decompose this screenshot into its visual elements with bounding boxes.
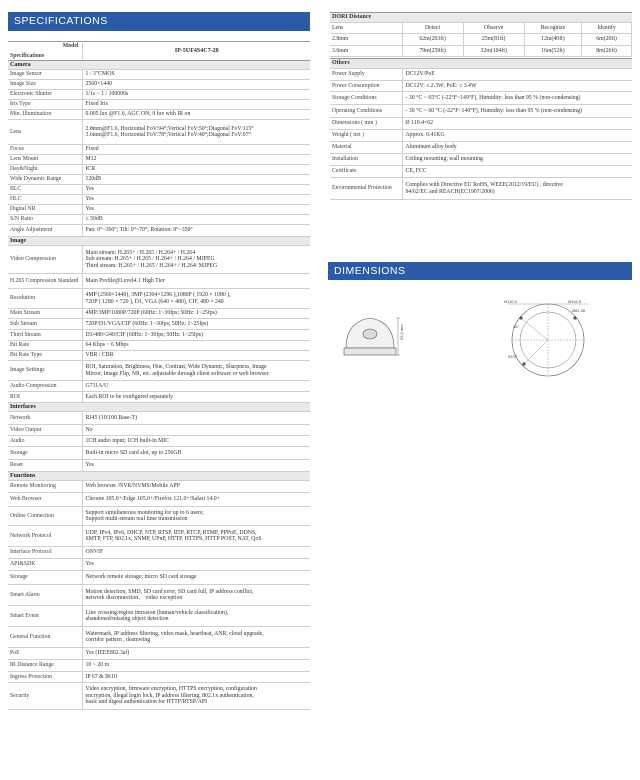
others-row [330,105,632,118]
spec-value: Line crossing/region intrusion (human/vehicle classification), abandoned/missing object detection [82,606,310,627]
spec-value: Main Profile@Level4.1 High Tier [82,274,310,289]
spec-value: VBR / CBR [82,351,310,361]
spec-key: Reset [8,460,82,472]
spec-row [8,70,310,80]
others-row [330,166,632,178]
group-title: Functions [8,472,310,481]
spec-row [8,110,310,120]
spec-key: IR Distance Range [8,660,82,672]
spec-row [8,351,310,361]
dori-cell: 2.8mm [330,34,402,45]
spec-key: PoE [8,648,82,660]
spec-row [8,155,310,165]
angle2-label: 53.5° [508,354,518,359]
spec-row [8,319,310,330]
dimension-diagram [338,300,628,390]
spec-group [8,472,310,481]
spec-row [8,436,310,447]
dori-cell: 16m(52ft) [524,45,581,56]
spec-key: Image Size [8,80,82,90]
others-value: DC12V/PoE [402,69,632,81]
spec-key: Digital NR [8,205,82,215]
dori-row [330,34,632,45]
spec-key: Lens [8,120,82,145]
others-key: Environmental Protection [330,178,402,200]
spec-row [8,683,310,710]
spec-row [8,120,310,145]
spec-row [8,493,310,507]
spec-row [8,165,310,175]
spec-key: Bit Rate Type [8,351,82,361]
spec-row [8,507,310,526]
spec-key: Smart Alarm [8,585,82,606]
corner-cell [8,42,82,61]
others-table [330,58,632,200]
specifications-table [8,41,310,710]
spec-row [8,425,310,436]
angle-label: 36° [513,324,520,329]
spec-value: Main stream: H.265+ / H.265 / H.264+ / H.264 Sub stream: H.265+ / H.265 / H.264+ / H.264 / MJPEG Third stream: H.265+ / H.265 / H.264+ / H.264/ MJPEG [82,246,310,274]
spec-row [8,225,310,237]
spec-value: ≥ 50dB [82,215,310,225]
spec-key: ROI [8,392,82,403]
spec-key: Network Protocol [8,526,82,547]
spec-value: ONVIF [82,547,310,559]
spec-row [8,185,310,195]
spec-row [8,80,310,90]
spec-value: M12 [82,155,310,165]
dome-base [344,348,396,355]
spec-key: Main Stream [8,309,82,319]
others-value: Approx. 0.41KG [402,130,632,142]
spec-value: Fixed Iris [82,100,310,110]
spec-row [8,392,310,403]
spec-key: Iris Type [8,100,82,110]
spec-key: Storage [8,447,82,460]
spec-value: IP 67 & IK10 [82,672,310,683]
spec-value: Yes [82,195,310,205]
spec-value: Web browser /NVR/NVMS/Mobile APP [82,481,310,493]
others-value: CE, FCC [402,166,632,178]
spec-key: Bit Rate [8,341,82,351]
spec-value: 720P/D1/VGA/CIF (60Hz: 1~30fps; 50Hz: 1~25fps) [82,319,310,330]
others-value: Aluminum alloy body [402,142,632,154]
spec-value: 1CH audio input; 1CH built-in MIC [82,436,310,447]
right-panel [330,12,632,200]
spec-key: Wide Dynamic Range [8,175,82,185]
dori-table [330,12,632,57]
spec-key: Video Compression [8,246,82,274]
spec-value: 2560×1440 [82,80,310,90]
dori-cell: 8m(26ft) [582,45,632,56]
spec-key: Focus [8,145,82,155]
others-key: Certificate [330,166,402,178]
lens-window [363,329,377,339]
height-label: 62.0 mm [399,324,404,340]
others-value: DC12V: ≤ 2.3W; PoE: ≤ 3.4W [402,81,632,92]
spec-row [8,447,310,460]
spec-group [8,403,310,412]
spec-key: Storage [8,571,82,585]
dori-row [330,45,632,56]
spec-value: Pan: 0°~360°; Tilt: 0°~70°; Rotation: 0°~350° [82,225,310,237]
spec-key: General Function [8,627,82,648]
spec-row [8,571,310,585]
spec-key: Video Output [8,425,82,436]
spec-value: Each ROI to be configured separately [82,392,310,403]
spec-row [8,627,310,648]
spec-group [8,237,310,246]
spec-table-head [8,42,310,61]
model-label: Model [62,43,79,49]
dori-cell: 3.6mm [330,45,402,56]
hole-diameter-label: Ø104.5 [568,300,582,304]
spec-value: D1/480×240/CIF (60Hz: 1~30fps; 50Hz: 1~25fps) [82,330,310,341]
others-row [330,69,632,81]
spec-value: Support simultaneous monitoring for up to 6 users; Support multi-stream real time transmission [82,507,310,526]
spec-row [8,559,310,571]
others-key: Weight ( net ) [330,130,402,142]
spec-value: Fixed [82,145,310,155]
spec-row [8,330,310,341]
spec-value: 4MP (2560×1440), 3MP (2304×1296 ),1080P ( 1920 × 1080 ), 720P ( 1280 × 720 ), D1, VGA (640 × 480), CIF, 480 × 240 [82,289,310,309]
spec-value: Motion detection, SMD, SD card error, SD card full, IP address conflict, network disconnection， video exception [82,585,310,606]
dimensions-header: DIMENSIONS [328,262,632,280]
spec-row [8,274,310,289]
dori-cell: 62m(203ft) [402,34,463,45]
specifications-panel [8,12,310,710]
others-key: Installation [330,154,402,166]
spec-key: Day&Night [8,165,82,175]
spec-key: Ingress Protection [8,672,82,683]
spec-value: 2.8mm@F1.6, Horizontal FoV:94°;Vertical FoV:50°;Diagonal FoV:115° 3.6mm@F1.6, Horizontal FoV:78°;Vertical FoV:40°;Diagonal FoV:97° [82,120,310,145]
spec-value: ICR [82,165,310,175]
spec-key: Lens Mount [8,155,82,165]
spec-key: Web Browser [8,493,82,507]
dori-header-row [330,23,632,34]
dori-cell: 6m(20ft) [582,34,632,45]
spec-row [8,672,310,683]
spec-key: Security [8,683,82,710]
others-key: Material [330,142,402,154]
spec-value: Yes [82,559,310,571]
others-value: Ceiling mounting; wall mounting [402,154,632,166]
spec-key: Third Stream [8,330,82,341]
dori-cell: 79m(259ft) [402,45,463,56]
spec-row [8,381,310,392]
spec-row [8,412,310,425]
spec-row [8,341,310,351]
spec-key: Image Settings [8,361,82,381]
others-title: Others [330,59,632,69]
spec-group [8,61,310,70]
dori-cell: 32m(104ft) [463,45,524,56]
specifications-header: SPECIFICATIONS [8,12,310,31]
spec-row [8,526,310,547]
spec-row [8,215,310,225]
spec-key: Audio Compression [8,381,82,392]
spec-value: Chrome 105.0+/Edge 105.0+/Firefox 121.0+/Safari 14.0+ [82,493,310,507]
spec-key: Angle Adjustment [8,225,82,237]
others-key: Storage Conditions [330,92,402,105]
spec-value: 1/1s ~ 1 / 100000s [82,90,310,100]
dori-col: Identify [582,23,632,34]
spec-key: BLC [8,185,82,195]
spec-key: API&SDK [8,559,82,571]
spec-value: 0.005 lux @F1.6, AGC ON; 0 lux with IR on [82,110,310,120]
spec-row [8,547,310,559]
spec-row [8,90,310,100]
group-title: Camera [8,61,310,70]
spec-value: 64 Kbps ~ 6 Mbps [82,341,310,351]
spec-value: Watermark, IP address filtering, video mask, heartbeat, ANR, cloud upgrade, corridor pattern , deamwing [82,627,310,648]
spec-row [8,145,310,155]
others-key: Power Consumption [330,81,402,92]
others-row [330,81,632,92]
spec-key: Online Connection [8,507,82,526]
spec-row [8,481,310,493]
model-name: IP-5UF4S4C7-28 [82,42,310,61]
group-title: Image [8,237,310,246]
group-title: Interfaces [8,403,310,412]
spec-value: 4MP/3MP/1080P/720P (60Hz: 1~30fps; 50Hz: 1~25fps) [82,309,310,319]
others-row [330,130,632,142]
others-row [330,92,632,105]
dori-col: Lens [330,23,402,34]
spec-value: No [82,425,310,436]
others-key: Operating Conditions [330,105,402,118]
inner-diameter-label: Ø81.36 [572,308,586,313]
spec-value: Video encryption, firmware encryption, HTTPS encryption, configuration encryption, illegal login lock, IP address filtering, 802.1x authentication, basic and digest authentication for HTTP/RTSP/API [82,683,310,710]
spec-row [8,585,310,606]
others-key: Power Supply [330,69,402,81]
spec-row [8,460,310,472]
others-value: - 30 °C ~ 60 °C (-22°F~140°F), Humidity: less than 95 % (non-condensing) [402,105,632,118]
dori-title: DORI Distance [330,13,632,23]
spec-row [8,175,310,185]
spec-key: Interface Protocol [8,547,82,559]
spec-key: H.265 Compression Standard [8,274,82,289]
spec-value: Yes [82,205,310,215]
others-value: Ø 110.4×62 [402,118,632,130]
spec-value: 120dB [82,175,310,185]
spec-label: Specifications [10,52,45,59]
spec-value: Yes (IEEE802.3af) [82,648,310,660]
others-value: Complies with Directive EU RoHS, WEEE(2012/19/EU) , directive 94/62/EC and REACH(EC1907/2006) [402,178,632,200]
dori-col: Detect [402,23,463,34]
spec-row [8,289,310,309]
spec-key: Image Sensor [8,70,82,80]
dori-col: Observe [463,23,524,34]
spec-row [8,660,310,672]
spec-key: Min. Illumination [8,110,82,120]
spec-key: Remote Monitoring [8,481,82,493]
others-key: Dimensions ( mm ) [330,118,402,130]
spec-row [8,361,310,381]
spec-value: G711A/U [82,381,310,392]
others-value: - 30 °C ~ 65°C (-22°F~149°F), Humidity: less than 95 % (non-condensing) [402,92,632,105]
spec-row [8,648,310,660]
spec-value: Yes [82,185,310,195]
spec-key: Audio [8,436,82,447]
spec-value: Network remote storage; micro SD card storage [82,571,310,585]
spec-row [8,195,310,205]
others-row [330,142,632,154]
others-row [330,118,632,130]
spec-key: Network [8,412,82,425]
dori-col: Recognize [524,23,581,34]
spec-row [8,606,310,627]
spec-key: S/N Ratio [8,215,82,225]
dori-cell: 25m(81ft) [463,34,524,45]
top-view [508,304,588,376]
others-row [330,178,632,200]
spec-value: 10 ~ 20 m [82,660,310,672]
spec-key: Sub Stream [8,319,82,330]
others-row [330,154,632,166]
spec-row [8,246,310,274]
spec-row [8,309,310,319]
spec-row [8,205,310,215]
spec-value: 1 / 3"CMOS [82,70,310,80]
dori-cell: 12m(40ft) [524,34,581,45]
spec-key: Resolution [8,289,82,309]
spec-value: ROI, Saturation, Brightness, Hue, Contrast, Wide Dynamic, Sharpness, Image Mirror, Image Flip, NR, etc. adjustable through client software or web browser [82,361,310,381]
spec-key: Smart Event [8,606,82,627]
spec-value: Built-in micro SD card slot, up to 256GB [82,447,310,460]
spec-value: Yes [82,460,310,472]
dimensions-drawing [338,300,628,390]
spec-value: RJ45 (10/100 Base-T) [82,412,310,425]
spec-row [8,100,310,110]
diameter-label: Ø110.4 [504,300,517,304]
side-view [344,318,400,355]
spec-key: HLC [8,195,82,205]
spec-key: Electronic Shutter [8,90,82,100]
spec-value: UDP, IPv4, IPv6, DHCP, NTP, RTSP, RTP, RTCP, RTMP, PPPoE, DDNS, SMTP, FTP, 802.1x, SNMP, UPnP, HTTP, HTTPS, HTTP POST, NAT, QoS [82,526,310,547]
